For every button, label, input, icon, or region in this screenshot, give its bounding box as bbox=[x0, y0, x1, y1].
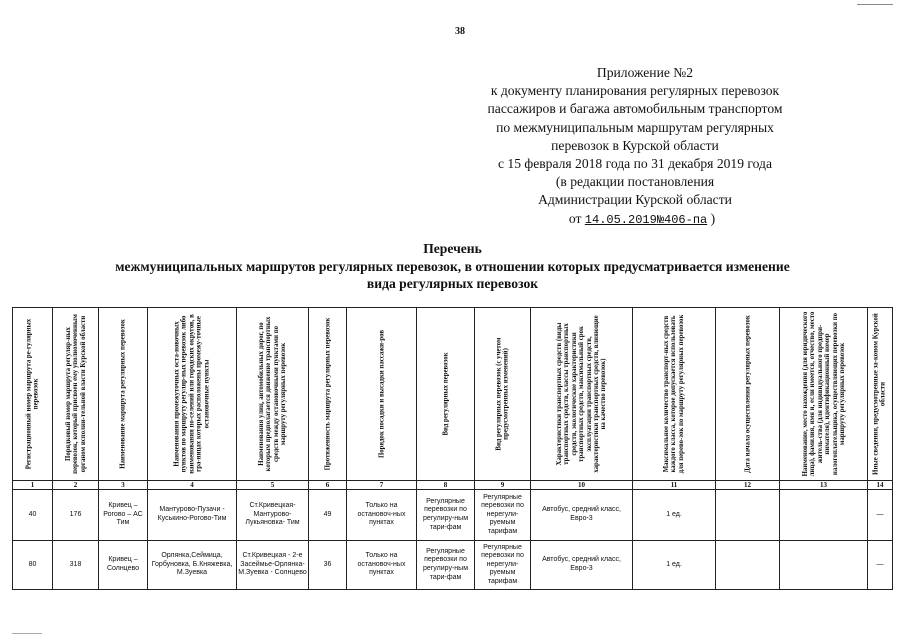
boarding-text: Только на остановоч-ных пунктах bbox=[357, 552, 406, 577]
header-text: Протяженность маршрута регулярных перевозок bbox=[323, 317, 331, 471]
header-text: Характеристики транспортных средств (виды транспортных средств, классы транспортных средств, экологические характеристики транспортных средств, максимальный срок эксплуатации транспортных средств, характеристики транспортных средств, влияющие на качество перевозок) bbox=[555, 315, 608, 473]
header-cell bbox=[237, 308, 309, 481]
appendix-line: Администрации Курской области bbox=[538, 192, 732, 208]
column-number: 9 bbox=[475, 481, 531, 490]
cell-boarding-order bbox=[347, 541, 417, 590]
cell-length: 36 bbox=[309, 541, 347, 590]
header-text: Наименования промежуточных оста-новочных пунктов по маршруту регуляр-ных перевозок либо наименования по-селений или городских округов, в гра-ницах которых расположены промежу-точные остановочные пункты bbox=[173, 314, 211, 474]
header-text: Максимальное количество транспорт-ных средств каждого класса, которое допускается использовать для перево-зок по маршруту регулярных перевозок bbox=[662, 314, 685, 474]
cell-route-name bbox=[99, 541, 148, 590]
column-number: 12 bbox=[716, 481, 780, 490]
cell-boarding-order bbox=[347, 490, 417, 541]
column-number: 13 bbox=[780, 481, 868, 490]
column-number: 6 bbox=[309, 481, 347, 490]
header-text: Вид регулярных перевозок (с учетом предусмотренных изменений) bbox=[495, 337, 510, 451]
header-cell bbox=[475, 308, 531, 481]
routes-table bbox=[12, 307, 893, 590]
stops-text: Орлянка,Сеймица, Горбуновка, Б.Княжевка, М.Зуевка bbox=[151, 552, 233, 577]
header-text: Вид регулярных перевозок bbox=[441, 352, 449, 436]
cell-carrier bbox=[780, 541, 868, 590]
column-number: 1 bbox=[13, 481, 53, 490]
header-cell bbox=[148, 308, 237, 481]
resolution-date: 14.05.2019 bbox=[584, 212, 657, 227]
column-number: 2 bbox=[53, 481, 99, 490]
cell-registration-number: 80 bbox=[13, 541, 53, 590]
header-cell bbox=[531, 308, 633, 481]
cell-vehicle-specs bbox=[531, 541, 633, 590]
streets-text: Ст.Кривецкая-Мантурово-Лукьяновка- Тим bbox=[245, 502, 300, 527]
header-cell bbox=[417, 308, 475, 481]
header-cell bbox=[99, 308, 148, 481]
cell-transport-type bbox=[417, 490, 475, 541]
cell-other-info: — bbox=[868, 490, 893, 541]
boarding-text: Только на остановоч-ных пунктах bbox=[357, 502, 406, 527]
document-title: Перечень bbox=[423, 241, 482, 256]
vehicle-specs-text: Автобус, средний класс, Евро-3 bbox=[542, 506, 621, 522]
header-cell bbox=[309, 308, 347, 481]
cell-vehicle-specs bbox=[531, 490, 633, 541]
table-row bbox=[13, 541, 893, 590]
date-prefix: от bbox=[568, 210, 582, 226]
route-name-text: Кривец – Рогово – АС Тим bbox=[103, 502, 143, 527]
header-cell bbox=[53, 308, 99, 481]
transport-type-text: Регулярные перевозки по регулиру-ным тари-фам bbox=[422, 547, 469, 581]
cell-streets bbox=[237, 490, 309, 541]
number-prefix: № bbox=[656, 212, 665, 227]
header-text: Иные сведения, предусмотренные за-коном Курской области bbox=[872, 313, 887, 475]
cell-carrier bbox=[780, 490, 868, 541]
column-number: 5 bbox=[237, 481, 309, 490]
header-cell bbox=[716, 308, 780, 481]
cell-transport-type-new bbox=[475, 541, 531, 590]
table-row bbox=[13, 490, 893, 541]
transport-type-new-text: Регулярные перевозки по нерегули-руемым тарифам bbox=[481, 493, 524, 535]
appendix-line: (в редакции постановления bbox=[555, 174, 715, 190]
transport-type-new-text: Регулярные перевозки по нерегули-руемым тарифам bbox=[481, 543, 524, 585]
header-text: Наименование, место нахождения (для юридического лица), фамилия, имя и, если имеется, отчество, место житель-ства (для индивидуального предпри-нимателя), идентификационный номер налогоплательщика, осуществляющих перевозки по маршруту регулярных перевозок bbox=[801, 311, 846, 477]
bottom-mark bbox=[12, 633, 42, 634]
date-suffix: ) bbox=[710, 210, 716, 226]
transport-type-text: Регулярные перевозки по регулиру-ным тари-фам bbox=[422, 497, 469, 531]
column-number-row bbox=[13, 481, 893, 490]
streets-text: Ст.Кривецкая - 2-е Засеймье-Орлянка-М.Зуевка - Солнцево bbox=[238, 552, 307, 577]
column-number: 3 bbox=[99, 481, 148, 490]
cell-transport-type-new bbox=[475, 490, 531, 541]
header-text: Порядковый номер маршрута регуляр-ных перевозок, который присвоен ему уполномоченным органом исполни-тельной власти Курской области bbox=[64, 314, 87, 474]
header-text: Наименование маршрута регулярных перевозок bbox=[119, 319, 127, 469]
page-number: 38 bbox=[455, 26, 465, 37]
subtitle-line: межмуниципальных маршрутов регулярных перевозок, в отношении которых предусматривается изменение bbox=[115, 259, 790, 274]
header-cell bbox=[13, 308, 53, 481]
cell-length: 49 bbox=[309, 490, 347, 541]
appendix-block bbox=[470, 64, 800, 229]
header-row bbox=[13, 308, 893, 481]
appendix-line: по межмуниципальным маршрутам регулярных bbox=[496, 119, 774, 135]
column-number: 7 bbox=[347, 481, 417, 490]
column-number: 10 bbox=[531, 481, 633, 490]
header-cell bbox=[780, 308, 868, 481]
resolution-number: 406-па bbox=[664, 212, 708, 227]
cell-registration-number: 40 bbox=[13, 490, 53, 541]
cell-transport-type bbox=[417, 541, 475, 590]
route-name-text: Кривец – Солнцево bbox=[106, 556, 140, 572]
vehicle-specs-text: Автобус, средний класс, Евро-3 bbox=[542, 556, 621, 572]
cell-intermediate-stops bbox=[148, 490, 237, 541]
appendix-line: перевозок в Курской области bbox=[551, 137, 719, 153]
column-number: 4 bbox=[148, 481, 237, 490]
corner-mark bbox=[857, 4, 893, 5]
header-cell bbox=[868, 308, 893, 481]
cell-serial-number: 318 bbox=[53, 541, 99, 590]
resolution-date-line bbox=[470, 210, 800, 229]
header-text: Дата начала осуществления регулярных перевозок bbox=[743, 315, 751, 473]
column-number: 8 bbox=[417, 481, 475, 490]
cell-other-info: — bbox=[868, 541, 893, 590]
appendix-line: пассажиров и багажа автомобильным транспортом bbox=[487, 101, 783, 117]
cell-start-date bbox=[716, 541, 780, 590]
cell-intermediate-stops bbox=[148, 541, 237, 590]
appendix-line: к документу планирования регулярных перевозок bbox=[490, 83, 780, 99]
stops-text: Мантурово-Пузачи - Куськино-Рогово-Тим bbox=[157, 506, 227, 522]
appendix-line: Приложение №2 bbox=[596, 65, 694, 80]
appendix-line: с 15 февраля 2018 года по 31 декабря 2019 года bbox=[497, 156, 773, 172]
subtitle-line: вида регулярных перевозок bbox=[366, 276, 539, 291]
header-text: Порядок посадки и высадки пассажи-ров bbox=[377, 329, 385, 459]
cell-start-date bbox=[716, 490, 780, 541]
header-cell bbox=[633, 308, 716, 481]
header-text: Регистрационный номер маршрута ре-гулярных перевозок bbox=[25, 318, 40, 470]
cell-vehicle-count: 1 ед. bbox=[633, 490, 716, 541]
header-text: Наименования улиц, автомобильных дорог, по которым предполагается движение транспортных средств между остановочными пунктами по маршруту регулярных перевозок bbox=[257, 316, 287, 472]
cell-route-name bbox=[99, 490, 148, 541]
cell-serial-number: 176 bbox=[53, 490, 99, 541]
column-number: 14 bbox=[868, 481, 893, 490]
document-subtitle bbox=[0, 258, 905, 292]
cell-vehicle-count: 1 ед. bbox=[633, 541, 716, 590]
cell-streets bbox=[237, 541, 309, 590]
header-cell bbox=[347, 308, 417, 481]
column-number: 11 bbox=[633, 481, 716, 490]
